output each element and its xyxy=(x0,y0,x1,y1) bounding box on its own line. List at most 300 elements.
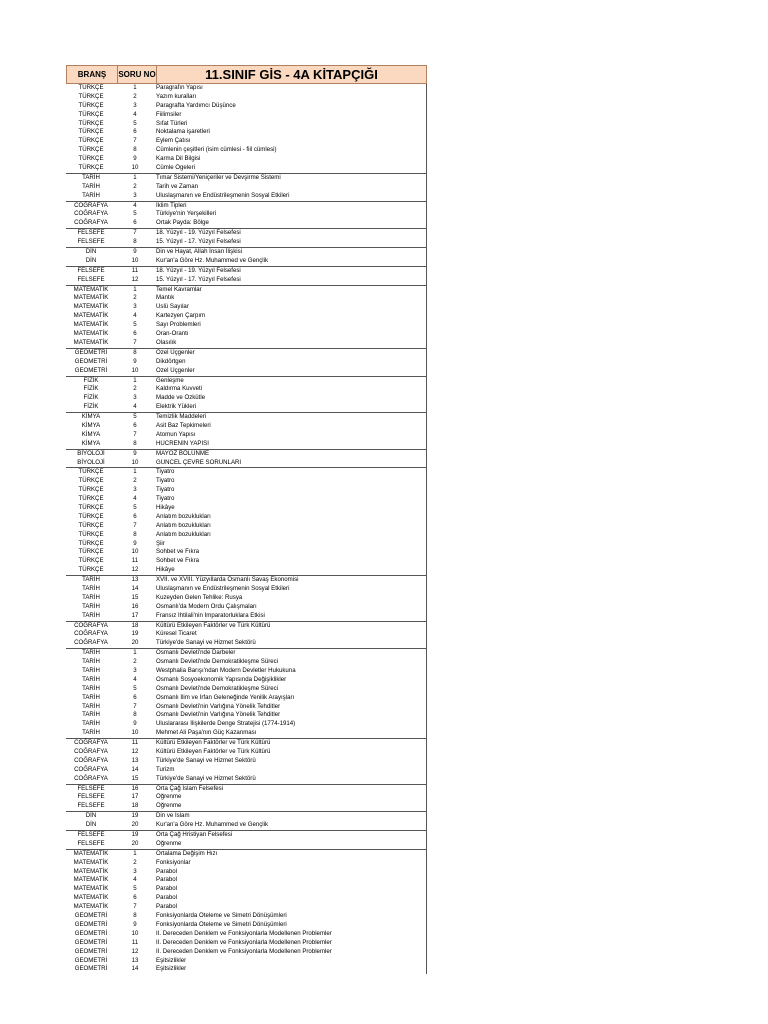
cell-brans: KİMYA xyxy=(81,430,101,438)
table-row xyxy=(66,748,426,757)
cell-brans: TARİH xyxy=(82,720,100,728)
table-row xyxy=(66,339,426,348)
cell-soru-no: 13 xyxy=(131,756,139,764)
cell-topic: Mehmet Ali Paşa'nın Güç Kazanması xyxy=(156,729,257,737)
cell-topic: Türkiye'de Sanayi ve Hizmet Sektörü xyxy=(156,756,256,764)
cell-soru-no: 14 xyxy=(131,584,139,592)
cell-topic: Kaldırma Kuvveti xyxy=(156,385,203,393)
cell-soru-no: 9 xyxy=(133,920,137,928)
table-row xyxy=(66,128,426,137)
cell-brans: GEOMETRİ xyxy=(74,947,108,955)
cell-soru-no: 1 xyxy=(133,849,137,857)
table-row xyxy=(66,102,426,111)
cell-topic: Kur'an'a Göre Hz. Muhammed ve Gençlik xyxy=(156,821,269,829)
cell-topic: Sohbet ve Fıkra xyxy=(156,557,200,565)
cell-topic: Kuzeyden Gelen Tehlike: Rusya xyxy=(156,593,243,601)
table-row xyxy=(66,603,426,612)
cell-brans: TÜRKÇE xyxy=(78,155,104,163)
table-row xyxy=(66,912,426,921)
table-row xyxy=(66,266,426,276)
cell-topic: Üslü Sayılar xyxy=(156,303,189,311)
table-row xyxy=(66,422,426,431)
cell-topic: Parabol xyxy=(156,903,178,911)
cell-topic: 15. Yüzyıl - 17. Yüzyıl Felsefesi xyxy=(156,238,241,246)
cell-soru-no: 6 xyxy=(133,219,137,227)
table-row xyxy=(66,228,426,238)
table-row xyxy=(66,201,426,211)
table-row xyxy=(66,210,426,219)
table-row xyxy=(66,720,426,729)
cell-soru-no: 4 xyxy=(133,110,137,118)
cell-soru-no: 16 xyxy=(131,602,139,610)
table-row xyxy=(66,385,426,394)
cell-topic: Parabol xyxy=(156,885,178,893)
table-row xyxy=(66,367,426,376)
cell-brans: TARİH xyxy=(82,611,100,619)
cell-brans: COĞRAFYA xyxy=(74,219,108,227)
sheet-title: 11.SINIF GİS - 4A KİTAPÇIĞI xyxy=(205,67,378,82)
cell-topic: Kültürü Etkileyen Faktörler ve Türk Kültürü xyxy=(156,739,271,747)
cell-brans: COĞRAFYA xyxy=(74,201,108,209)
cell-brans: GEOMETRİ xyxy=(74,929,108,937)
cell-topic: Fonksiyonlarda Öteleme ve Simetri Dönüşümleri xyxy=(156,912,287,920)
table-row xyxy=(66,594,426,603)
table-header xyxy=(66,65,427,84)
cell-topic: Temel Kavramlar xyxy=(156,285,202,293)
table-row xyxy=(66,612,426,621)
cell-brans: TÜRKÇE xyxy=(78,486,104,494)
cell-brans: TARİH xyxy=(82,729,100,737)
cell-soru-no: 20 xyxy=(131,821,139,829)
cell-soru-no: 1 xyxy=(133,468,137,476)
cell-topic: Eşitsizlikler xyxy=(156,956,187,964)
table-row xyxy=(66,830,426,840)
cell-topic: Parabol xyxy=(156,894,178,902)
cell-soru-no: 4 xyxy=(133,876,137,884)
cell-brans: FELSEFE xyxy=(77,839,105,847)
table-row xyxy=(66,403,426,412)
cell-soru-no: 7 xyxy=(133,338,137,346)
cell-soru-no: 7 xyxy=(133,430,137,438)
cell-brans: MATEMATİK xyxy=(73,858,109,866)
cell-topic: Noktalama işaretleri xyxy=(156,128,210,136)
cell-soru-no: 2 xyxy=(133,182,137,190)
cell-topic: Anlatım bozuklukları xyxy=(156,530,211,538)
table-row xyxy=(66,219,426,228)
cell-topic: Öğrenme xyxy=(156,802,182,810)
cell-topic: Ortak Payda: Bölge xyxy=(156,219,209,227)
cell-soru-no: 8 xyxy=(133,348,137,356)
cell-soru-no: 19 xyxy=(131,630,139,638)
cell-topic: II. Dereceden Denklem ve Fonksiyonlarla Modellenen Problemler xyxy=(156,938,332,946)
cell-topic: Osmanlı Devleti'nde Demokratikleşme Süreci xyxy=(156,684,279,692)
table-row xyxy=(66,495,426,504)
table-row xyxy=(66,504,426,513)
cell-brans: MATEMATİK xyxy=(73,867,109,875)
table-row xyxy=(66,238,426,247)
cell-brans: COĞRAFYA xyxy=(74,748,108,756)
table-row xyxy=(66,885,426,894)
cell-soru-no: 2 xyxy=(133,477,137,485)
table-row xyxy=(66,957,426,966)
cell-topic: Osmanlı Devleti'nde Darbeler xyxy=(156,649,236,657)
cell-topic: GÜNCEL ÇEVRE SORUNLARI xyxy=(156,458,242,466)
cell-brans: GEOMETRİ xyxy=(74,965,108,973)
cell-soru-no: 6 xyxy=(133,894,137,902)
table-row xyxy=(66,793,426,802)
table-row xyxy=(66,459,426,468)
cell-brans: TÜRKÇE xyxy=(78,477,104,485)
cell-topic: Osmanlı Devleti'nin Varlığına Yönelik Tehditler xyxy=(156,702,281,710)
cell-topic: Eşitsizlikler xyxy=(156,965,187,973)
cell-soru-no: 8 xyxy=(133,711,137,719)
cell-brans: COĞRAFYA xyxy=(74,756,108,764)
table-row xyxy=(66,585,426,594)
table-row xyxy=(66,164,426,173)
cell-topic: Öğrenme xyxy=(156,839,182,847)
cell-brans: TARİH xyxy=(82,658,100,666)
cell-brans: FELSEFE xyxy=(77,784,105,792)
cell-soru-no: 13 xyxy=(131,956,139,964)
table-row xyxy=(66,155,426,164)
table-row xyxy=(66,729,426,738)
cell-topic: Paragrafın Yapısı xyxy=(156,84,203,91)
table-row xyxy=(66,575,426,585)
table-row xyxy=(66,667,426,676)
cell-topic: Mantık xyxy=(156,294,175,302)
cell-brans: TÜRKÇE xyxy=(78,539,104,547)
cell-soru-no: 1 xyxy=(133,173,137,181)
cell-soru-no: 10 xyxy=(131,164,139,172)
table-row xyxy=(66,738,426,748)
cell-topic: XVII. ve XVIII. Yüzyıllarda Osmanlı Savaş Ekonomisi xyxy=(156,576,299,584)
cell-topic: MAYOZ BÖLÜNME xyxy=(156,449,210,457)
cell-brans: FELSEFE xyxy=(77,229,105,237)
table-row xyxy=(66,676,426,685)
cell-soru-no: 2 xyxy=(133,92,137,100)
cell-soru-no: 7 xyxy=(133,903,137,911)
cell-soru-no: 3 xyxy=(133,394,137,402)
cell-soru-no: 15 xyxy=(131,774,139,782)
cell-soru-no: 8 xyxy=(133,238,137,246)
cell-soru-no: 6 xyxy=(133,330,137,338)
cell-brans: TARİH xyxy=(82,182,100,190)
header-brans: BRANŞ xyxy=(67,66,118,83)
table-row xyxy=(66,84,426,93)
cell-topic: Olasılık xyxy=(156,338,177,346)
cell-soru-no: 2 xyxy=(133,658,137,666)
cell-topic: Kartezyen Çarpım xyxy=(156,312,206,320)
cell-soru-no: 3 xyxy=(133,667,137,674)
cell-brans: MATEMATİK xyxy=(73,849,109,857)
cell-topic: Anlatım bozuklukları xyxy=(156,521,211,529)
cell-soru-no: 11 xyxy=(131,739,139,747)
cell-brans: COĞRAFYA xyxy=(74,739,108,747)
cell-soru-no: 8 xyxy=(133,439,137,447)
cell-topic: Madde ve Özkütle xyxy=(156,394,206,402)
table-row xyxy=(66,303,426,312)
table-row xyxy=(66,477,426,486)
cell-brans: TARİH xyxy=(82,684,100,692)
cell-topic: Sohbet ve Fıkra xyxy=(156,548,200,556)
cell-topic: Türkiye'nin Yerşekilleri xyxy=(156,210,217,218)
cell-brans: FELSEFE xyxy=(77,266,105,274)
cell-brans: COĞRAFYA xyxy=(74,765,108,773)
cell-brans: MATEMATİK xyxy=(73,338,109,346)
cell-soru-no: 8 xyxy=(133,146,137,154)
cell-topic: Temizlik Maddeleri xyxy=(156,413,207,421)
cell-topic: 18. Yüzyıl - 19. Yüzyıl Felsefesi xyxy=(156,229,241,237)
table-row xyxy=(66,859,426,868)
table-row xyxy=(66,840,426,849)
cell-soru-no: 16 xyxy=(131,784,139,792)
table-row xyxy=(66,294,426,303)
cell-brans: TÜRKÇE xyxy=(78,503,104,511)
cell-brans: FELSEFE xyxy=(77,831,105,839)
cell-soru-no: 7 xyxy=(133,229,137,237)
table-row xyxy=(66,784,426,794)
table-row xyxy=(66,548,426,557)
table-row xyxy=(66,412,426,422)
table-row xyxy=(66,247,426,257)
cell-topic: Parabol xyxy=(156,867,178,875)
cell-topic: Cümlenin çeşitleri (isim cümlesi - fiil cümlesi) xyxy=(156,146,277,154)
cell-topic: Anlatım bozuklukları xyxy=(156,512,211,520)
cell-soru-no: 12 xyxy=(131,566,139,574)
cell-soru-no: 11 xyxy=(131,557,139,565)
cell-soru-no: 3 xyxy=(133,303,137,311)
cell-soru-no: 20 xyxy=(131,839,139,847)
cell-soru-no: 1 xyxy=(133,376,137,384)
cell-soru-no: 6 xyxy=(133,421,137,429)
cell-topic: Orta Çağ Hristiyan Felsefesi xyxy=(156,831,233,839)
cell-soru-no: 4 xyxy=(133,495,137,503)
cell-soru-no: 4 xyxy=(133,675,137,683)
table-row xyxy=(66,658,426,667)
table-row xyxy=(66,766,426,775)
cell-topic: Özel Üçgenler xyxy=(156,348,195,356)
cell-topic: Parabol xyxy=(156,876,178,884)
cell-brans: BİYOLOJİ xyxy=(77,458,105,466)
cell-brans: KİMYA xyxy=(81,413,101,421)
cell-topic: Kur'an'a Göre Hz. Muhammed ve Gençlik xyxy=(156,256,269,264)
table-row xyxy=(66,348,426,358)
cell-soru-no: 8 xyxy=(133,912,137,920)
cell-soru-no: 19 xyxy=(131,812,139,820)
cell-soru-no: 3 xyxy=(133,486,137,494)
cell-brans: DİN xyxy=(85,256,97,264)
table-row xyxy=(66,811,426,821)
cell-soru-no: 3 xyxy=(133,191,137,199)
cell-brans: COĞRAFYA xyxy=(74,630,108,638)
cell-soru-no: 9 xyxy=(133,720,137,728)
cell-topic: Şiir xyxy=(156,539,165,547)
cell-soru-no: 10 xyxy=(131,458,139,466)
cell-brans: BİYOLOJİ xyxy=(77,449,105,457)
cell-brans: MATEMATİK xyxy=(73,885,109,893)
cell-soru-no: 2 xyxy=(133,858,137,866)
cell-topic: Fonksiyonlar xyxy=(156,858,191,866)
table-row xyxy=(66,948,426,957)
cell-topic: Dikdörtgen xyxy=(156,357,186,365)
cell-brans: FELSEFE xyxy=(77,275,105,283)
cell-brans: MATEMATİK xyxy=(73,903,109,911)
cell-topic: Ortalama Değişim Hızı xyxy=(156,849,218,857)
table-row xyxy=(66,648,426,658)
table-row xyxy=(66,312,426,321)
cell-soru-no: 14 xyxy=(131,765,139,773)
cell-soru-no: 18 xyxy=(131,621,139,629)
cell-topic: Tiyatro xyxy=(156,468,175,476)
cell-brans: GEOMETRİ xyxy=(74,938,108,946)
cell-brans: TÜRKÇE xyxy=(78,548,104,556)
cell-topic: Sıfat Türleri xyxy=(156,119,188,127)
cell-brans: MATEMATİK xyxy=(73,294,109,302)
cell-brans: TARİH xyxy=(82,191,100,199)
cell-brans: TÜRKÇE xyxy=(78,557,104,565)
table-row xyxy=(66,531,426,540)
table-row xyxy=(66,757,426,766)
table-row xyxy=(66,868,426,877)
cell-brans: TARİH xyxy=(82,693,100,701)
table-row xyxy=(66,111,426,120)
cell-soru-no: 3 xyxy=(133,867,137,875)
cell-topic: Din ve İslam xyxy=(156,812,190,820)
table-row xyxy=(66,685,426,694)
cell-topic: Turizm xyxy=(156,765,175,773)
table-row xyxy=(66,876,426,885)
cell-brans: TARİH xyxy=(82,593,100,601)
cell-topic: Eylem Çatısı xyxy=(156,137,191,145)
cell-brans: MATEMATİK xyxy=(73,894,109,902)
cell-topic: Tımar Sistemi/Yeniçeriler ve Devşirme Sistemi xyxy=(156,173,281,181)
cell-topic: Hikâye xyxy=(156,503,175,511)
cell-brans: COĞRAFYA xyxy=(74,621,108,629)
cell-brans: FELSEFE xyxy=(77,793,105,801)
cell-brans: GEOMETRİ xyxy=(74,920,108,928)
cell-brans: TÜRKÇE xyxy=(78,137,104,145)
cell-brans: TARİH xyxy=(82,584,100,592)
table-row xyxy=(66,358,426,367)
cell-brans: FELSEFE xyxy=(77,802,105,810)
cell-topic: Uluslaşmanın ve Endüstrileşmenin Sosyal Etkileri xyxy=(156,191,290,199)
cell-soru-no: 3 xyxy=(133,101,137,109)
cell-brans: COĞRAFYA xyxy=(74,774,108,782)
cell-brans: KİMYA xyxy=(81,439,101,447)
cell-brans: TÜRKÇE xyxy=(78,84,104,91)
cell-soru-no: 20 xyxy=(131,639,139,647)
cell-soru-no: 14 xyxy=(131,965,139,973)
table-row xyxy=(66,467,426,477)
cell-soru-no: 9 xyxy=(133,155,137,163)
cell-brans: TÜRKÇE xyxy=(78,566,104,574)
cell-topic: Uluslaşmanın ve Endüstrileşmenin Sosyal Etkileri xyxy=(156,584,290,592)
cell-soru-no: 10 xyxy=(131,256,139,264)
cell-soru-no: 9 xyxy=(133,539,137,547)
cell-soru-no: 11 xyxy=(131,938,139,946)
cell-brans: TARİH xyxy=(82,173,100,181)
cell-brans: FİZİK xyxy=(83,385,99,393)
cell-topic: 18. Yüzyıl - 19. Yüzyıl Felsefesi xyxy=(156,266,241,274)
cell-soru-no: 7 xyxy=(133,702,137,710)
cell-soru-no: 2 xyxy=(133,294,137,302)
cell-soru-no: 5 xyxy=(133,413,137,421)
cell-brans: TÜRKÇE xyxy=(78,92,104,100)
table-row xyxy=(66,276,426,285)
cell-brans: TÜRKÇE xyxy=(78,495,104,503)
cell-brans: TARİH xyxy=(82,675,100,683)
cell-topic: Küresel Ticaret xyxy=(156,630,197,638)
table-row xyxy=(66,630,426,639)
cell-soru-no: 6 xyxy=(133,128,137,136)
cell-brans: TARİH xyxy=(82,602,100,610)
table-row xyxy=(66,711,426,720)
table-row xyxy=(66,257,426,266)
cell-brans: TARİH xyxy=(82,702,100,710)
cell-topic: HÜCRENİN YAPISI xyxy=(156,439,209,447)
table-row xyxy=(66,903,426,912)
cell-brans: TÜRKÇE xyxy=(78,119,104,127)
cell-topic: Osmanlı İlim ve İrfan Geleneğinde Yenilik Arayışları xyxy=(156,693,295,701)
cell-soru-no: 1 xyxy=(133,285,137,293)
table-row xyxy=(66,930,426,939)
cell-topic: Elektrik Yükleri xyxy=(156,403,197,411)
cell-soru-no: 6 xyxy=(133,512,137,520)
cell-brans: TÜRKÇE xyxy=(78,128,104,136)
cell-brans: MATEMATİK xyxy=(73,330,109,338)
cell-topic: Oran-Orantı xyxy=(156,330,189,338)
cell-topic: Fonksiyonlarda Öteleme ve Simetri Dönüşümleri xyxy=(156,920,287,928)
cell-topic: İklim Tipleri xyxy=(156,201,187,209)
table-row xyxy=(66,330,426,339)
table-row xyxy=(66,93,426,102)
cell-topic: Westphalia Barışı'ndan Modern Devletler Hukukuna xyxy=(156,667,296,674)
cell-brans: MATEMATİK xyxy=(73,321,109,329)
cell-soru-no: 2 xyxy=(133,385,137,393)
cell-topic: Fransız İhtilali'nin İmparatorluklara Etkisi xyxy=(156,611,265,619)
cell-soru-no: 5 xyxy=(133,321,137,329)
cell-topic: Uluslararası İlişkilerde Denge Stratejisi (1774-1914) xyxy=(156,720,296,728)
cell-soru-no: 13 xyxy=(131,576,139,584)
cell-brans: TARİH xyxy=(82,649,100,657)
table-row xyxy=(66,775,426,784)
table-row xyxy=(66,639,426,648)
cell-brans: DİN xyxy=(85,812,97,820)
table-row xyxy=(66,513,426,522)
cell-brans: FİZİK xyxy=(83,394,99,402)
cell-brans: KİMYA xyxy=(81,421,101,429)
table-row xyxy=(66,849,426,859)
table-row xyxy=(66,173,426,183)
table-row xyxy=(66,321,426,330)
cell-brans: FİZİK xyxy=(83,376,99,384)
exam-topic-table xyxy=(66,65,427,974)
cell-soru-no: 10 xyxy=(131,548,139,556)
cell-topic: Hikâye xyxy=(156,566,175,574)
cell-topic: Atomun Yapısı xyxy=(156,430,196,438)
cell-topic: II. Dereceden Denklem ve Fonksiyonlarla Modellenen Problemler xyxy=(156,929,332,937)
cell-brans: TÜRKÇE xyxy=(78,164,104,172)
cell-brans: TÜRKÇE xyxy=(78,468,104,476)
cell-brans: TARİH xyxy=(82,576,100,584)
cell-topic: 15. Yüzyıl - 17. Yüzyıl Felsefesi xyxy=(156,275,241,283)
cell-soru-no: 9 xyxy=(133,357,137,365)
cell-topic: Cümle Ögeleri xyxy=(156,164,195,172)
cell-brans: GEOMETRİ xyxy=(74,912,108,920)
cell-soru-no: 5 xyxy=(133,684,137,692)
cell-topic: Tiyatro xyxy=(156,477,175,485)
cell-brans: COĞRAFYA xyxy=(74,210,108,218)
